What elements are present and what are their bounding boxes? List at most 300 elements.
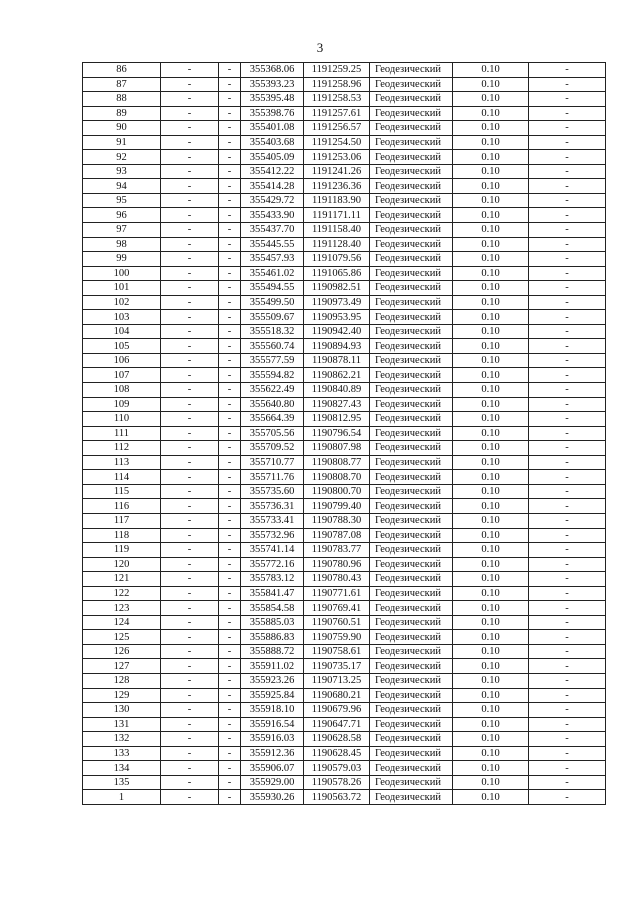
old-y-cell: -: [219, 324, 241, 339]
point-number-cell: 123: [83, 601, 161, 616]
old-y-cell: -: [219, 339, 241, 354]
method-cell: Геодезический: [370, 761, 453, 776]
accuracy-cell: 0.10: [453, 543, 529, 558]
old-y-cell: -: [219, 121, 241, 136]
x-coordinate-cell: 355509.67: [241, 310, 304, 325]
accuracy-cell: 0.10: [453, 324, 529, 339]
description-cell: -: [529, 673, 606, 688]
method-cell: Геодезический: [370, 193, 453, 208]
old-x-cell: -: [161, 761, 219, 776]
point-number-cell: 96: [83, 208, 161, 223]
y-coordinate-cell: 1190759.90: [304, 630, 370, 645]
accuracy-cell: 0.10: [453, 223, 529, 238]
accuracy-cell: 0.10: [453, 397, 529, 412]
x-coordinate-cell: 355705.56: [241, 426, 304, 441]
method-cell: Геодезический: [370, 644, 453, 659]
description-cell: -: [529, 412, 606, 427]
method-cell: Геодезический: [370, 441, 453, 456]
old-x-cell: -: [161, 601, 219, 616]
old-y-cell: -: [219, 775, 241, 790]
old-y-cell: -: [219, 703, 241, 718]
old-y-cell: -: [219, 92, 241, 107]
x-coordinate-cell: 355710.77: [241, 455, 304, 470]
old-y-cell: -: [219, 295, 241, 310]
table-row: [83, 223, 606, 238]
table-row: [83, 499, 606, 514]
table-row: [83, 601, 606, 616]
table-row: [83, 644, 606, 659]
table-row: [83, 266, 606, 281]
y-coordinate-cell: 1191236.36: [304, 179, 370, 194]
table-row: [83, 92, 606, 107]
point-number-cell: 100: [83, 266, 161, 281]
method-cell: Геодезический: [370, 732, 453, 747]
description-cell: -: [529, 368, 606, 383]
x-coordinate-cell: 355405.09: [241, 150, 304, 165]
description-cell: -: [529, 499, 606, 514]
accuracy-cell: 0.10: [453, 164, 529, 179]
table-row: [83, 513, 606, 528]
y-coordinate-cell: 1190799.40: [304, 499, 370, 514]
old-x-cell: -: [161, 615, 219, 630]
old-x-cell: -: [161, 644, 219, 659]
old-x-cell: -: [161, 572, 219, 587]
description-cell: -: [529, 135, 606, 150]
old-x-cell: -: [161, 586, 219, 601]
old-y-cell: -: [219, 557, 241, 572]
old-x-cell: -: [161, 63, 219, 78]
x-coordinate-cell: 355398.76: [241, 106, 304, 121]
method-cell: Геодезический: [370, 615, 453, 630]
point-number-cell: 87: [83, 77, 161, 92]
description-cell: -: [529, 150, 606, 165]
point-number-cell: 134: [83, 761, 161, 776]
old-x-cell: -: [161, 543, 219, 558]
method-cell: Геодезический: [370, 310, 453, 325]
old-x-cell: -: [161, 237, 219, 252]
old-y-cell: -: [219, 484, 241, 499]
method-cell: Геодезический: [370, 77, 453, 92]
point-number-cell: 120: [83, 557, 161, 572]
method-cell: Геодезический: [370, 528, 453, 543]
point-number-cell: 133: [83, 746, 161, 761]
description-cell: -: [529, 295, 606, 310]
accuracy-cell: 0.10: [453, 499, 529, 514]
table-row: [83, 659, 606, 674]
x-coordinate-cell: 355885.03: [241, 615, 304, 630]
x-coordinate-cell: 355772.16: [241, 557, 304, 572]
method-cell: Геодезический: [370, 455, 453, 470]
old-y-cell: -: [219, 135, 241, 150]
old-y-cell: -: [219, 717, 241, 732]
point-number-cell: 105: [83, 339, 161, 354]
old-x-cell: -: [161, 339, 219, 354]
y-coordinate-cell: 1190628.58: [304, 732, 370, 747]
accuracy-cell: 0.10: [453, 208, 529, 223]
table-row: [83, 615, 606, 630]
point-number-cell: 127: [83, 659, 161, 674]
old-x-cell: -: [161, 353, 219, 368]
old-y-cell: -: [219, 266, 241, 281]
accuracy-cell: 0.10: [453, 703, 529, 718]
accuracy-cell: 0.10: [453, 412, 529, 427]
old-y-cell: -: [219, 513, 241, 528]
table-row: [83, 193, 606, 208]
accuracy-cell: 0.10: [453, 673, 529, 688]
x-coordinate-cell: 355664.39: [241, 412, 304, 427]
y-coordinate-cell: 1190878.11: [304, 353, 370, 368]
y-coordinate-cell: 1190771.61: [304, 586, 370, 601]
method-cell: Геодезический: [370, 470, 453, 485]
description-cell: -: [529, 775, 606, 790]
method-cell: Геодезический: [370, 368, 453, 383]
accuracy-cell: 0.10: [453, 513, 529, 528]
description-cell: -: [529, 310, 606, 325]
point-number-cell: 95: [83, 193, 161, 208]
point-number-cell: 122: [83, 586, 161, 601]
point-number-cell: 106: [83, 353, 161, 368]
old-y-cell: -: [219, 426, 241, 441]
y-coordinate-cell: 1190647.71: [304, 717, 370, 732]
old-y-cell: -: [219, 644, 241, 659]
description-cell: -: [529, 397, 606, 412]
description-cell: -: [529, 92, 606, 107]
y-coordinate-cell: 1190783.77: [304, 543, 370, 558]
method-cell: Геодезический: [370, 775, 453, 790]
table-row: [83, 470, 606, 485]
x-coordinate-cell: 355916.54: [241, 717, 304, 732]
old-x-cell: -: [161, 426, 219, 441]
y-coordinate-cell: 1190942.40: [304, 324, 370, 339]
y-coordinate-cell: 1190862.21: [304, 368, 370, 383]
table-row: [83, 688, 606, 703]
table-row: [83, 339, 606, 354]
y-coordinate-cell: 1191079.56: [304, 252, 370, 267]
old-y-cell: -: [219, 746, 241, 761]
old-x-cell: -: [161, 557, 219, 572]
x-coordinate-cell: 355888.72: [241, 644, 304, 659]
old-x-cell: -: [161, 324, 219, 339]
old-y-cell: -: [219, 732, 241, 747]
description-cell: -: [529, 659, 606, 674]
method-cell: Геодезический: [370, 164, 453, 179]
table-row: [83, 732, 606, 747]
description-cell: -: [529, 615, 606, 630]
accuracy-cell: 0.10: [453, 717, 529, 732]
old-y-cell: -: [219, 455, 241, 470]
old-x-cell: -: [161, 310, 219, 325]
old-x-cell: -: [161, 179, 219, 194]
old-y-cell: -: [219, 397, 241, 412]
page-number: 3: [316, 40, 324, 55]
x-coordinate-cell: 355854.58: [241, 601, 304, 616]
accuracy-cell: 0.10: [453, 237, 529, 252]
table-row: [83, 557, 606, 572]
y-coordinate-cell: 1190982.51: [304, 281, 370, 296]
old-x-cell: -: [161, 528, 219, 543]
x-coordinate-cell: 355499.50: [241, 295, 304, 310]
x-coordinate-cell: 355640.80: [241, 397, 304, 412]
description-cell: -: [529, 761, 606, 776]
point-number-cell: 111: [83, 426, 161, 441]
table-row: [83, 150, 606, 165]
point-number-cell: 99: [83, 252, 161, 267]
table-row: [83, 368, 606, 383]
method-cell: Геодезический: [370, 353, 453, 368]
method-cell: Геодезический: [370, 717, 453, 732]
point-number-cell: 101: [83, 281, 161, 296]
old-y-cell: -: [219, 77, 241, 92]
y-coordinate-cell: 1191258.96: [304, 77, 370, 92]
method-cell: Геодезический: [370, 513, 453, 528]
accuracy-cell: 0.10: [453, 659, 529, 674]
old-x-cell: -: [161, 455, 219, 470]
y-coordinate-cell: 1191128.40: [304, 237, 370, 252]
x-coordinate-cell: 355906.07: [241, 761, 304, 776]
accuracy-cell: 0.10: [453, 484, 529, 499]
y-coordinate-cell: 1191183.90: [304, 193, 370, 208]
x-coordinate-cell: 355886.83: [241, 630, 304, 645]
y-coordinate-cell: 1190788.30: [304, 513, 370, 528]
old-y-cell: -: [219, 150, 241, 165]
old-x-cell: -: [161, 106, 219, 121]
y-coordinate-cell: 1190808.70: [304, 470, 370, 485]
accuracy-cell: 0.10: [453, 426, 529, 441]
x-coordinate-cell: 355736.31: [241, 499, 304, 514]
table-row: [83, 397, 606, 412]
table-row: [83, 455, 606, 470]
x-coordinate-cell: 355461.02: [241, 266, 304, 281]
method-cell: Геодезический: [370, 572, 453, 587]
accuracy-cell: 0.10: [453, 368, 529, 383]
method-cell: Геодезический: [370, 383, 453, 398]
method-cell: Геодезический: [370, 397, 453, 412]
description-cell: -: [529, 237, 606, 252]
old-y-cell: -: [219, 237, 241, 252]
accuracy-cell: 0.10: [453, 193, 529, 208]
x-coordinate-cell: 355912.36: [241, 746, 304, 761]
old-y-cell: -: [219, 208, 241, 223]
x-coordinate-cell: 355622.49: [241, 383, 304, 398]
description-cell: -: [529, 688, 606, 703]
method-cell: Геодезический: [370, 673, 453, 688]
method-cell: Геодезический: [370, 703, 453, 718]
y-coordinate-cell: 1190827.43: [304, 397, 370, 412]
point-number-cell: 112: [83, 441, 161, 456]
method-cell: Геодезический: [370, 106, 453, 121]
point-number-cell: 108: [83, 383, 161, 398]
old-x-cell: -: [161, 703, 219, 718]
y-coordinate-cell: 1191065.86: [304, 266, 370, 281]
description-cell: -: [529, 484, 606, 499]
old-x-cell: -: [161, 193, 219, 208]
point-number-cell: 90: [83, 121, 161, 136]
method-cell: Геодезический: [370, 237, 453, 252]
old-x-cell: -: [161, 397, 219, 412]
old-y-cell: -: [219, 310, 241, 325]
table-row: [83, 121, 606, 136]
table-row: [83, 586, 606, 601]
old-x-cell: -: [161, 223, 219, 238]
method-cell: Геодезический: [370, 324, 453, 339]
accuracy-cell: 0.10: [453, 455, 529, 470]
point-number-cell: 102: [83, 295, 161, 310]
accuracy-cell: 0.10: [453, 150, 529, 165]
point-number-cell: 88: [83, 92, 161, 107]
old-x-cell: -: [161, 252, 219, 267]
method-cell: Геодезический: [370, 339, 453, 354]
x-coordinate-cell: 355437.70: [241, 223, 304, 238]
accuracy-cell: 0.10: [453, 77, 529, 92]
old-x-cell: -: [161, 383, 219, 398]
old-x-cell: -: [161, 470, 219, 485]
table-row: [83, 572, 606, 587]
x-coordinate-cell: 355732.96: [241, 528, 304, 543]
accuracy-cell: 0.10: [453, 441, 529, 456]
table-row: [83, 761, 606, 776]
table-row: [83, 63, 606, 78]
point-number-cell: 107: [83, 368, 161, 383]
old-x-cell: -: [161, 295, 219, 310]
table-row: [83, 441, 606, 456]
old-x-cell: -: [161, 164, 219, 179]
method-cell: Геодезический: [370, 557, 453, 572]
old-y-cell: -: [219, 412, 241, 427]
old-y-cell: -: [219, 543, 241, 558]
method-cell: Геодезический: [370, 499, 453, 514]
y-coordinate-cell: 1190796.54: [304, 426, 370, 441]
old-x-cell: -: [161, 150, 219, 165]
x-coordinate-cell: 355741.14: [241, 543, 304, 558]
old-x-cell: -: [161, 135, 219, 150]
table-row: [83, 77, 606, 92]
method-cell: Геодезический: [370, 281, 453, 296]
point-number-cell: 94: [83, 179, 161, 194]
point-number-cell: 118: [83, 528, 161, 543]
x-coordinate-cell: 355414.28: [241, 179, 304, 194]
description-cell: -: [529, 455, 606, 470]
x-coordinate-cell: 355393.23: [241, 77, 304, 92]
description-cell: -: [529, 528, 606, 543]
x-coordinate-cell: 355429.72: [241, 193, 304, 208]
old-y-cell: -: [219, 252, 241, 267]
old-y-cell: -: [219, 659, 241, 674]
old-y-cell: -: [219, 761, 241, 776]
old-x-cell: -: [161, 266, 219, 281]
old-y-cell: -: [219, 470, 241, 485]
old-y-cell: -: [219, 353, 241, 368]
old-y-cell: -: [219, 179, 241, 194]
accuracy-cell: 0.10: [453, 339, 529, 354]
point-number-cell: 130: [83, 703, 161, 718]
x-coordinate-cell: 355401.08: [241, 121, 304, 136]
table-row: [83, 106, 606, 121]
x-coordinate-cell: 355412.22: [241, 164, 304, 179]
x-coordinate-cell: 355518.32: [241, 324, 304, 339]
old-x-cell: -: [161, 281, 219, 296]
x-coordinate-cell: 355733.41: [241, 513, 304, 528]
point-number-cell: 132: [83, 732, 161, 747]
method-cell: Геодезический: [370, 601, 453, 616]
accuracy-cell: 0.10: [453, 135, 529, 150]
old-y-cell: -: [219, 164, 241, 179]
point-number-cell: 92: [83, 150, 161, 165]
old-x-cell: -: [161, 513, 219, 528]
old-x-cell: -: [161, 484, 219, 499]
y-coordinate-cell: 1191241.26: [304, 164, 370, 179]
method-cell: Геодезический: [370, 790, 453, 805]
y-coordinate-cell: 1190787.08: [304, 528, 370, 543]
description-cell: -: [529, 586, 606, 601]
y-coordinate-cell: 1190578.26: [304, 775, 370, 790]
point-number-cell: 110: [83, 412, 161, 427]
table-row: [83, 383, 606, 398]
y-coordinate-cell: 1190760.51: [304, 615, 370, 630]
x-coordinate-cell: 355783.12: [241, 572, 304, 587]
x-coordinate-cell: 355923.26: [241, 673, 304, 688]
accuracy-cell: 0.10: [453, 615, 529, 630]
method-cell: Геодезический: [370, 659, 453, 674]
old-x-cell: -: [161, 732, 219, 747]
point-number-cell: 131: [83, 717, 161, 732]
accuracy-cell: 0.10: [453, 644, 529, 659]
description-cell: -: [529, 601, 606, 616]
y-coordinate-cell: 1191171.11: [304, 208, 370, 223]
x-coordinate-cell: 355735.60: [241, 484, 304, 499]
table-row: [83, 237, 606, 252]
old-x-cell: -: [161, 499, 219, 514]
y-coordinate-cell: 1190953.95: [304, 310, 370, 325]
point-number-cell: 135: [83, 775, 161, 790]
description-cell: -: [529, 266, 606, 281]
x-coordinate-cell: 355494.55: [241, 281, 304, 296]
old-y-cell: -: [219, 106, 241, 121]
description-cell: -: [529, 732, 606, 747]
table-row: [83, 179, 606, 194]
accuracy-cell: 0.10: [453, 601, 529, 616]
point-number-cell: 126: [83, 644, 161, 659]
description-cell: -: [529, 703, 606, 718]
x-coordinate-cell: 355594.82: [241, 368, 304, 383]
description-cell: -: [529, 121, 606, 136]
table-row: [83, 353, 606, 368]
y-coordinate-cell: 1190800.70: [304, 484, 370, 499]
old-x-cell: -: [161, 775, 219, 790]
point-number-cell: 128: [83, 673, 161, 688]
y-coordinate-cell: 1191257.61: [304, 106, 370, 121]
point-number-cell: 109: [83, 397, 161, 412]
point-number-cell: 125: [83, 630, 161, 645]
old-y-cell: -: [219, 193, 241, 208]
accuracy-cell: 0.10: [453, 761, 529, 776]
method-cell: Геодезический: [370, 150, 453, 165]
point-number-cell: 98: [83, 237, 161, 252]
method-cell: Геодезический: [370, 223, 453, 238]
description-cell: -: [529, 324, 606, 339]
accuracy-cell: 0.10: [453, 281, 529, 296]
old-y-cell: -: [219, 615, 241, 630]
old-x-cell: -: [161, 208, 219, 223]
old-x-cell: -: [161, 659, 219, 674]
point-number-cell: 97: [83, 223, 161, 238]
description-cell: -: [529, 543, 606, 558]
old-y-cell: -: [219, 673, 241, 688]
description-cell: -: [529, 441, 606, 456]
old-y-cell: -: [219, 630, 241, 645]
accuracy-cell: 0.10: [453, 732, 529, 747]
accuracy-cell: 0.10: [453, 528, 529, 543]
description-cell: -: [529, 353, 606, 368]
